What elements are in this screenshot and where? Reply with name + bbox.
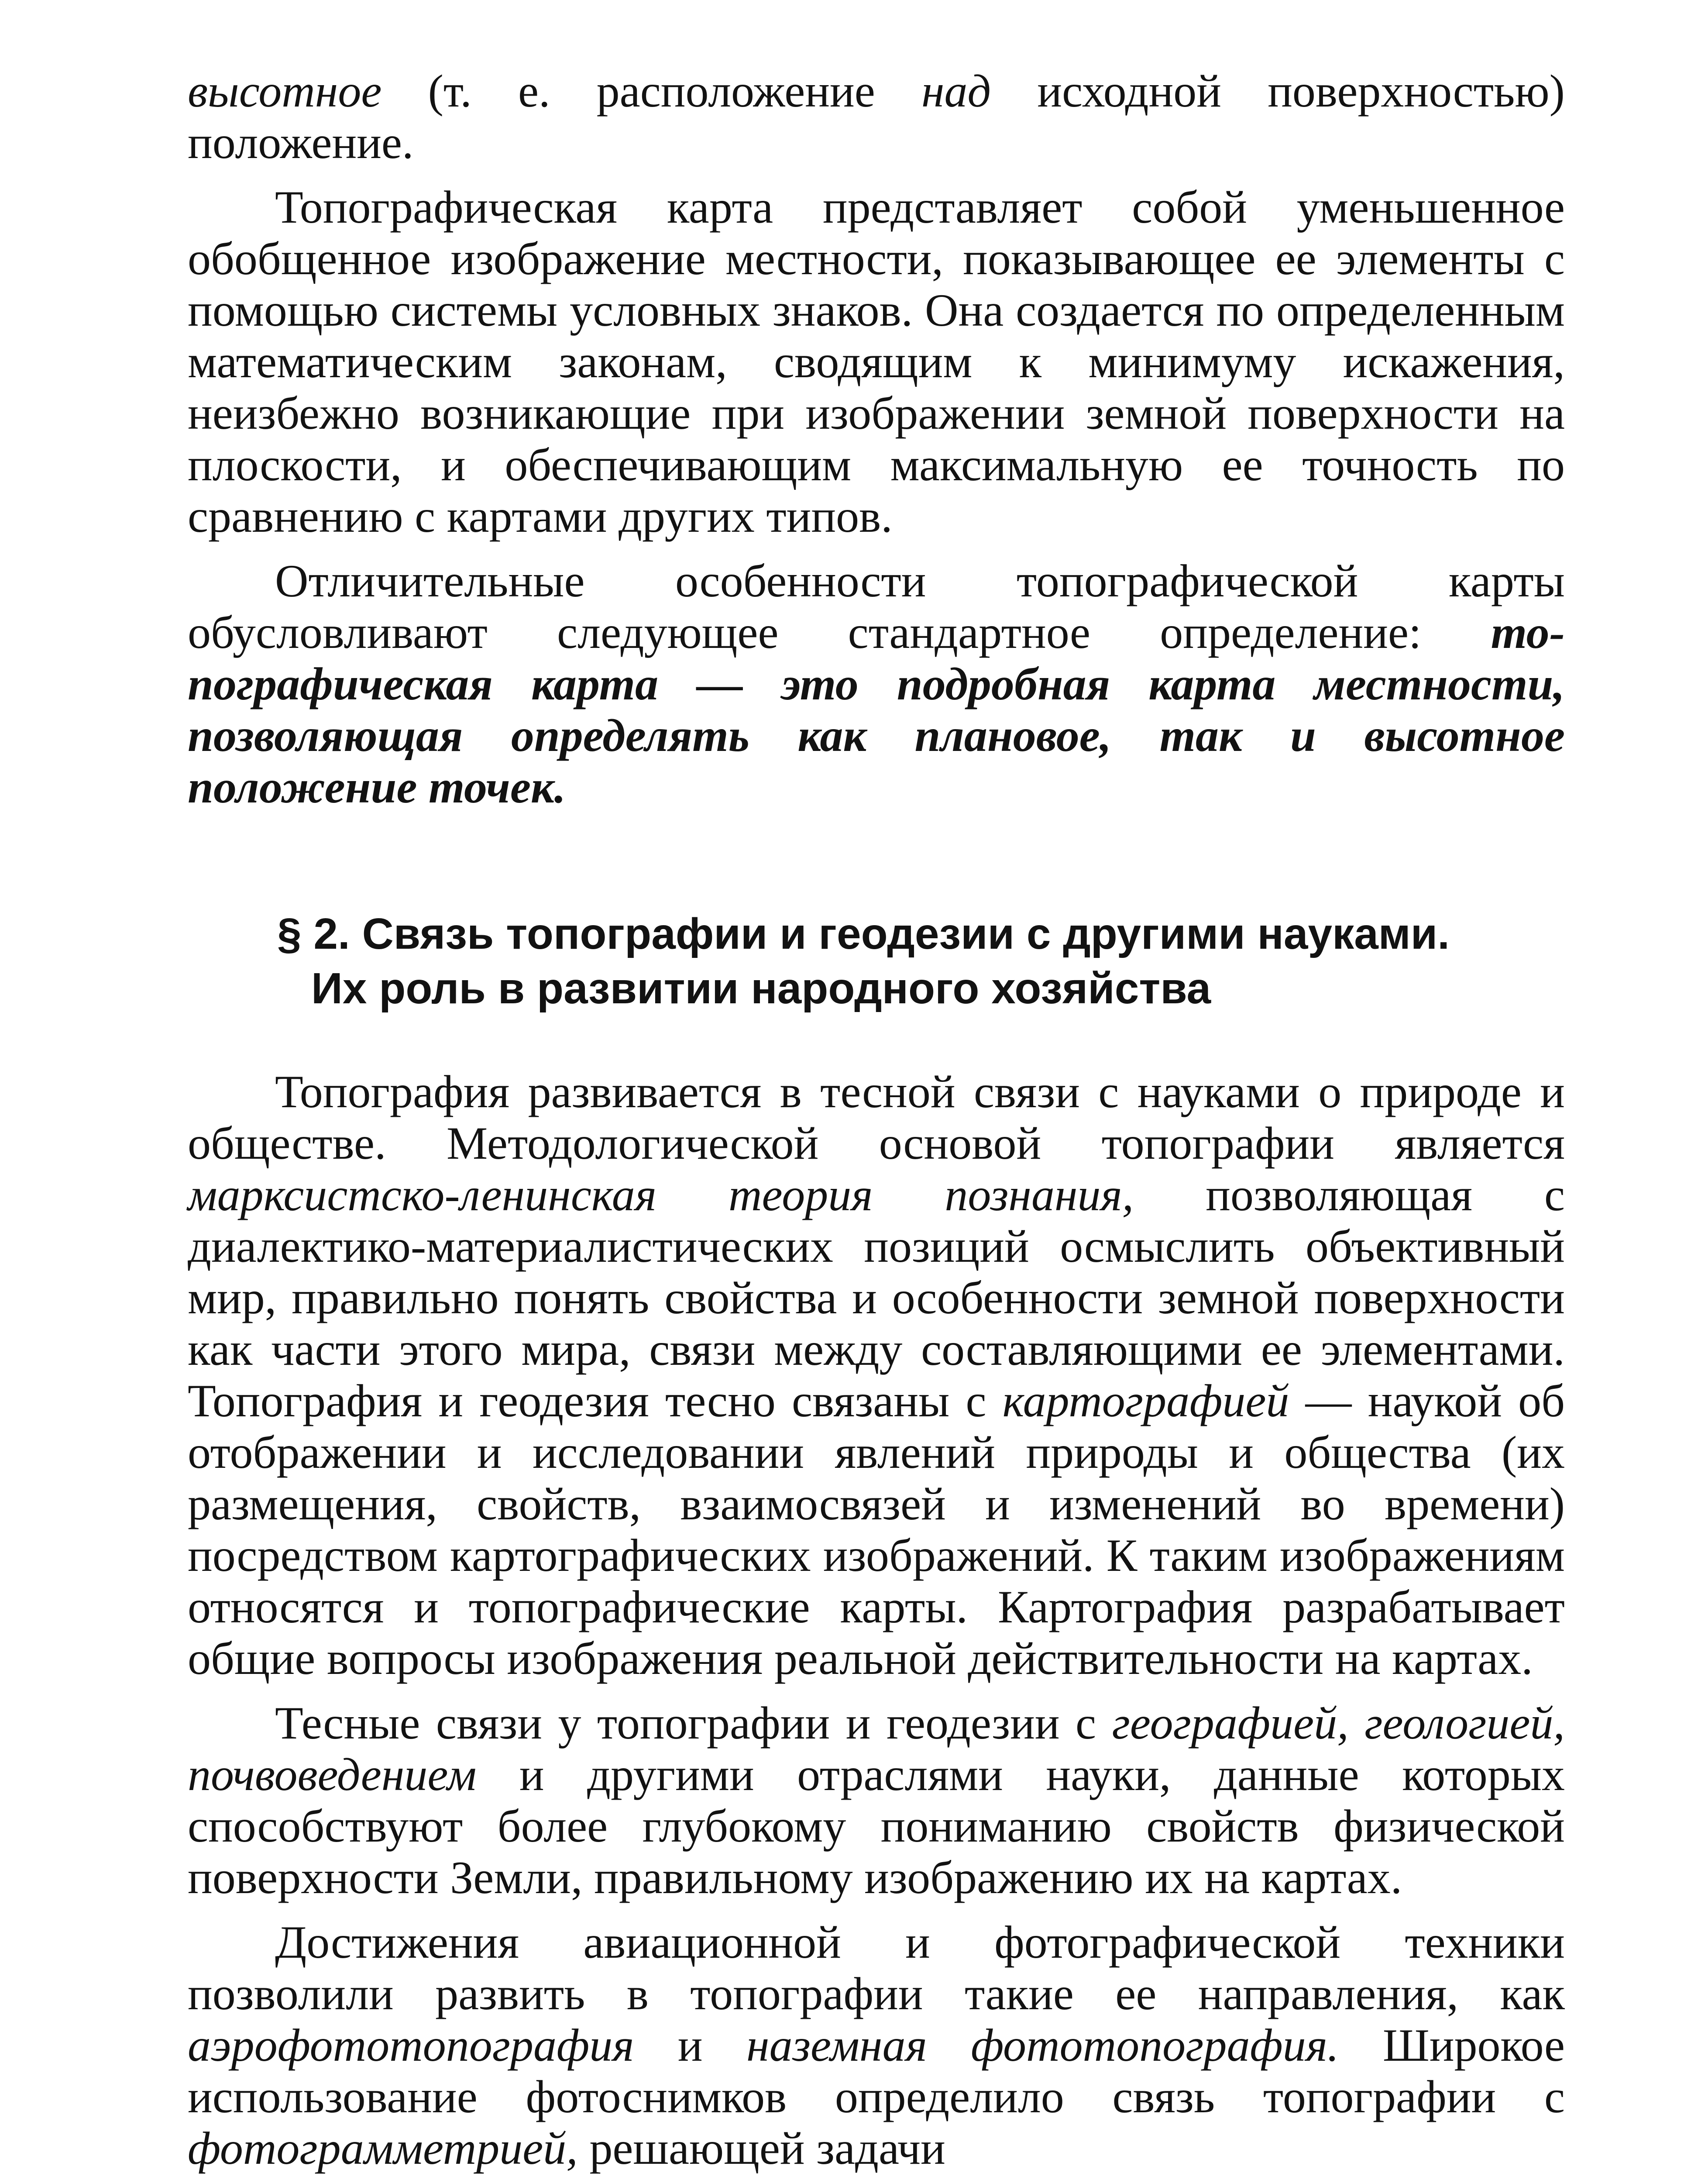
paragraph-1-text-b: исходной поверхностью) положение. <box>188 65 1565 168</box>
definition-topographic-map: топографическая карта — это подробная карта местности, позволяющая определять как плановое, так и высотное положение точек. <box>188 607 1565 813</box>
paragraph-2 <box>188 182 1565 542</box>
term-aerophototopography: аэрофототопография <box>188 2020 634 2071</box>
term-vysotnoe: высотное <box>188 65 382 117</box>
paragraph-1 <box>188 65 1565 169</box>
paragraph-5 <box>188 1698 1565 1904</box>
term-cartography: картографией <box>1002 1375 1289 1426</box>
paragraph-6-text-d: решающей задачи <box>577 2123 945 2174</box>
paragraph-5-text-b: и другими отраслями науки, данные которых способствуют более глубокому пониманию свойств физической поверхности Земли, правильному изображению их на картах. <box>188 1749 1565 1903</box>
paragraph-4-text-a: Топография развивается в тесной связи с науками о природе и обществе. Методологической основой топографии является <box>188 1066 1565 1169</box>
term-ground-phototopography: наземная фототопография. <box>746 2020 1339 2071</box>
paragraph-2-text: Топографическая карта представляет собой уменьшенное обобщенное изображение местности, показывающее ее элементы с помощью системы условных знаков. Она создается по определенным математическим законам, сводящим к минимуму искажения, неизбежно возникающие при изображении земной поверхности на плоскости, и обеспечивающим максимальную ее точность по сравнению с картами других типов. <box>188 182 1565 542</box>
paragraph-4 <box>188 1066 1565 1684</box>
paragraph-6-text-a: Достижения авиационной и фотографической техники позволили развить в топографии такие ее направления, как <box>188 1917 1565 2019</box>
paragraph-6 <box>188 1917 1565 2174</box>
section-heading-line-1: § 2. Связь топографии и геодезии с другими науками. <box>277 909 1450 958</box>
section-heading <box>188 907 1565 1016</box>
paragraph-6-text-b: и <box>634 2020 746 2071</box>
paragraph-3 <box>188 555 1565 813</box>
paragraph-4-text-b: позволяющая с диалектико-материалистических позиций осмыслить объективный мир, правильно понять свойства и особенности земной поверхности как части этого мира, связи между составляющими ее элементами. Топография и геодезия тесно связаны с <box>188 1169 1565 1426</box>
paragraph-1-text-a: (т. е. расположение <box>381 65 921 117</box>
term-photogrammetry: фотограмметрией, <box>188 2123 578 2174</box>
paragraph-5-text-a: Тесные связи у топографии и геодезии с <box>275 1698 1112 1749</box>
paragraph-3-text: Отличительные особенности топографической карты обусловливают следующее стандартное определение: <box>188 555 1565 658</box>
section-heading-line-2: Их роль в развитии народного хозяйства <box>311 964 1211 1013</box>
term-marxist-theory: марксистско-ленинская теория познания, <box>188 1169 1134 1220</box>
paragraph-4-text-c: — наукой об отображении и исследовании явлений природы и общества (их размещения, свойств, взаимосвязей и изменений во времени) посредством картографических изображений. К таким изображениям относятся и топографические карты. Картография разрабатывает общие вопросы изображения реальной действительности на картах. <box>188 1375 1565 1684</box>
paragraph-6-text-c: Широкое использование фотоснимков определило связь топографии с <box>188 2020 1565 2122</box>
term-geography-geology-soil: географией, геологией, почвоведением <box>188 1698 1565 1800</box>
book-page <box>188 65 1565 2183</box>
term-nad: над <box>921 65 991 117</box>
